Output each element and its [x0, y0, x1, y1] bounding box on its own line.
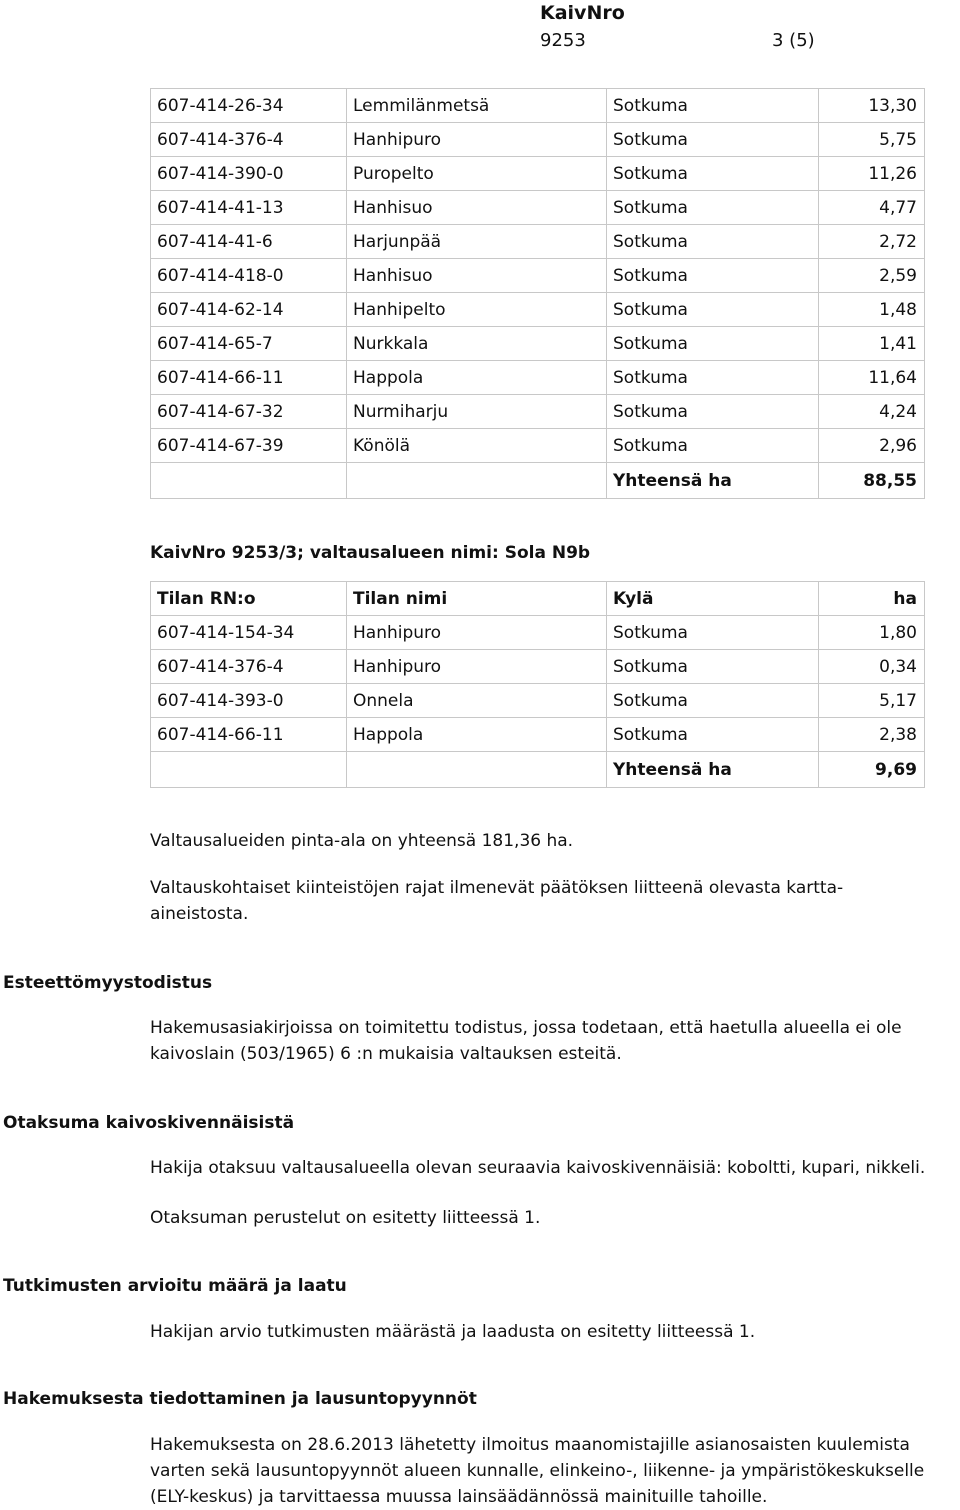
village: Sotkuma [607, 293, 819, 327]
section-heading-notification: Hakemuksesta tiedottaminen ja lausuntopyynnöt [3, 1389, 477, 1409]
page-number: 3 (5) [772, 30, 815, 51]
document-number: 9253 [540, 30, 586, 51]
property-name: Happola [347, 718, 607, 752]
village: Sotkuma [607, 89, 819, 123]
village: Sotkuma [607, 327, 819, 361]
area-ha: 11,64 [819, 361, 925, 395]
table-row [151, 395, 925, 429]
table-header-row [151, 582, 925, 616]
table-row [151, 429, 925, 463]
property-id: 607-414-67-32 [151, 395, 347, 429]
property-id: 607-414-154-34 [151, 616, 347, 650]
village: Sotkuma [607, 259, 819, 293]
property-name: Happola [347, 361, 607, 395]
property-name: Lemmilänmetsä [347, 89, 607, 123]
village: Sotkuma [607, 123, 819, 157]
total-label: Yhteensä ha [607, 752, 819, 788]
area-ha: 11,26 [819, 157, 925, 191]
village: Sotkuma [607, 157, 819, 191]
section-text-research-estimate: Hakijan arvio tutkimusten määrästä ja laadusta on esitetty liitteessä 1. [150, 1322, 756, 1342]
area-ha: 2,72 [819, 225, 925, 259]
property-id: 607-414-66-11 [151, 361, 347, 395]
area-ha: 2,59 [819, 259, 925, 293]
empty-cell [347, 752, 607, 788]
property-table-2-body [151, 582, 925, 788]
table-total-row [151, 463, 925, 499]
empty-cell [151, 463, 347, 499]
claim-area-heading: KaivNro 9253/3; valtausalueen nimi: Sola N9b [150, 543, 591, 563]
empty-cell [151, 752, 347, 788]
section-text-notification: Hakemuksesta on 28.6.2013 lähetetty ilmoitus maanomistajille asianosaisten kuulemista varten sekä lausuntopyynnöt alueen kunnalle, elinkeino-, liikenne- ja ympäristökeskukselle (ELY-keskus) ja tarvittaessa muussa lainsäädännössä mainituille tahoille. [150, 1435, 925, 1507]
total-value: 88,55 [819, 463, 925, 499]
village: Sotkuma [607, 650, 819, 684]
table-row [151, 225, 925, 259]
section-heading-obstacle-certificate: Esteettömyystodistus [3, 973, 213, 993]
village: Sotkuma [607, 718, 819, 752]
village: Sotkuma [607, 191, 819, 225]
area-ha: 4,24 [819, 395, 925, 429]
table-row [151, 684, 925, 718]
property-name: Nurkkala [347, 327, 607, 361]
property-name: Hanhisuo [347, 191, 607, 225]
property-id: 607-414-376-4 [151, 123, 347, 157]
column-header-property-id: Tilan RN:o [151, 582, 347, 616]
section-text-assumption-justification: Otaksuman perustelut on esitetty liitteessä 1. [150, 1208, 541, 1228]
area-ha: 5,17 [819, 684, 925, 718]
total-value: 9,69 [819, 752, 925, 788]
boundaries-text: Valtauskohtaiset kiinteistöjen rajat ilmenevät päätöksen liitteenä olevasta kartta-aineistosta. [150, 878, 844, 924]
area-ha: 5,75 [819, 123, 925, 157]
property-name: Nurmiharju [347, 395, 607, 429]
village: Sotkuma [607, 429, 819, 463]
property-name: Onnela [347, 684, 607, 718]
property-id: 607-414-393-0 [151, 684, 347, 718]
property-name: Hanhipelto [347, 293, 607, 327]
village: Sotkuma [607, 395, 819, 429]
property-table-1-body [151, 89, 925, 499]
total-label: Yhteensä ha [607, 463, 819, 499]
section-heading-research-estimate: Tutkimusten arvioitu määrä ja laatu [3, 1276, 347, 1296]
table-row [151, 293, 925, 327]
property-id: 607-414-66-11 [151, 718, 347, 752]
property-id: 607-414-418-0 [151, 259, 347, 293]
property-table-2 [150, 581, 925, 788]
property-name: Hanhipuro [347, 650, 607, 684]
property-id: 607-414-62-14 [151, 293, 347, 327]
table-row [151, 191, 925, 225]
table-row [151, 650, 925, 684]
area-ha: 1,41 [819, 327, 925, 361]
village: Sotkuma [607, 684, 819, 718]
column-header-village: Kylä [607, 582, 819, 616]
property-name: Hanhipuro [347, 616, 607, 650]
area-ha: 4,77 [819, 191, 925, 225]
property-id: 607-414-67-39 [151, 429, 347, 463]
property-name: Hanhisuo [347, 259, 607, 293]
village: Sotkuma [607, 225, 819, 259]
property-id: 607-414-41-13 [151, 191, 347, 225]
area-ha: 13,30 [819, 89, 925, 123]
table-row [151, 157, 925, 191]
table-row [151, 123, 925, 157]
area-ha: 2,96 [819, 429, 925, 463]
area-ha: 1,80 [819, 616, 925, 650]
table-total-row [151, 752, 925, 788]
property-id: 607-414-41-6 [151, 225, 347, 259]
table-row [151, 361, 925, 395]
village: Sotkuma [607, 616, 819, 650]
table-row [151, 718, 925, 752]
property-table-1 [150, 88, 925, 499]
area-ha: 2,38 [819, 718, 925, 752]
property-name: Harjunpää [347, 225, 607, 259]
area-ha: 0,34 [819, 650, 925, 684]
section-heading-mineral-assumption: Otaksuma kaivoskivennäisistä [3, 1113, 295, 1133]
property-id: 607-414-390-0 [151, 157, 347, 191]
village: Sotkuma [607, 361, 819, 395]
property-name: Hanhipuro [347, 123, 607, 157]
property-name: Könölä [347, 429, 607, 463]
table-row [151, 327, 925, 361]
property-id: 607-414-65-7 [151, 327, 347, 361]
table-row [151, 616, 925, 650]
area-ha: 1,48 [819, 293, 925, 327]
property-id: 607-414-26-34 [151, 89, 347, 123]
area-total-text: Valtausalueiden pinta-ala on yhteensä 181,36 ha. [150, 831, 574, 851]
section-text-mineral-assumption: Hakija otaksuu valtausalueella olevan seuraavia kaivoskivennäisiä: koboltti, kupari, nikkeli. [150, 1158, 926, 1178]
column-header-property-name: Tilan nimi [347, 582, 607, 616]
document-title: KaivNro [540, 2, 625, 24]
section-text-obstacle-certificate: Hakemusasiakirjoissa on toimitettu todistus, jossa todetaan, että haetulla alueella ei ole kaivoslain (503/1965) 6 :n mukaisia valtauksen esteitä. [150, 1018, 902, 1064]
property-name: Puropelto [347, 157, 607, 191]
table-row [151, 89, 925, 123]
column-header-area: ha [819, 582, 925, 616]
empty-cell [347, 463, 607, 499]
property-id: 607-414-376-4 [151, 650, 347, 684]
table-row [151, 259, 925, 293]
